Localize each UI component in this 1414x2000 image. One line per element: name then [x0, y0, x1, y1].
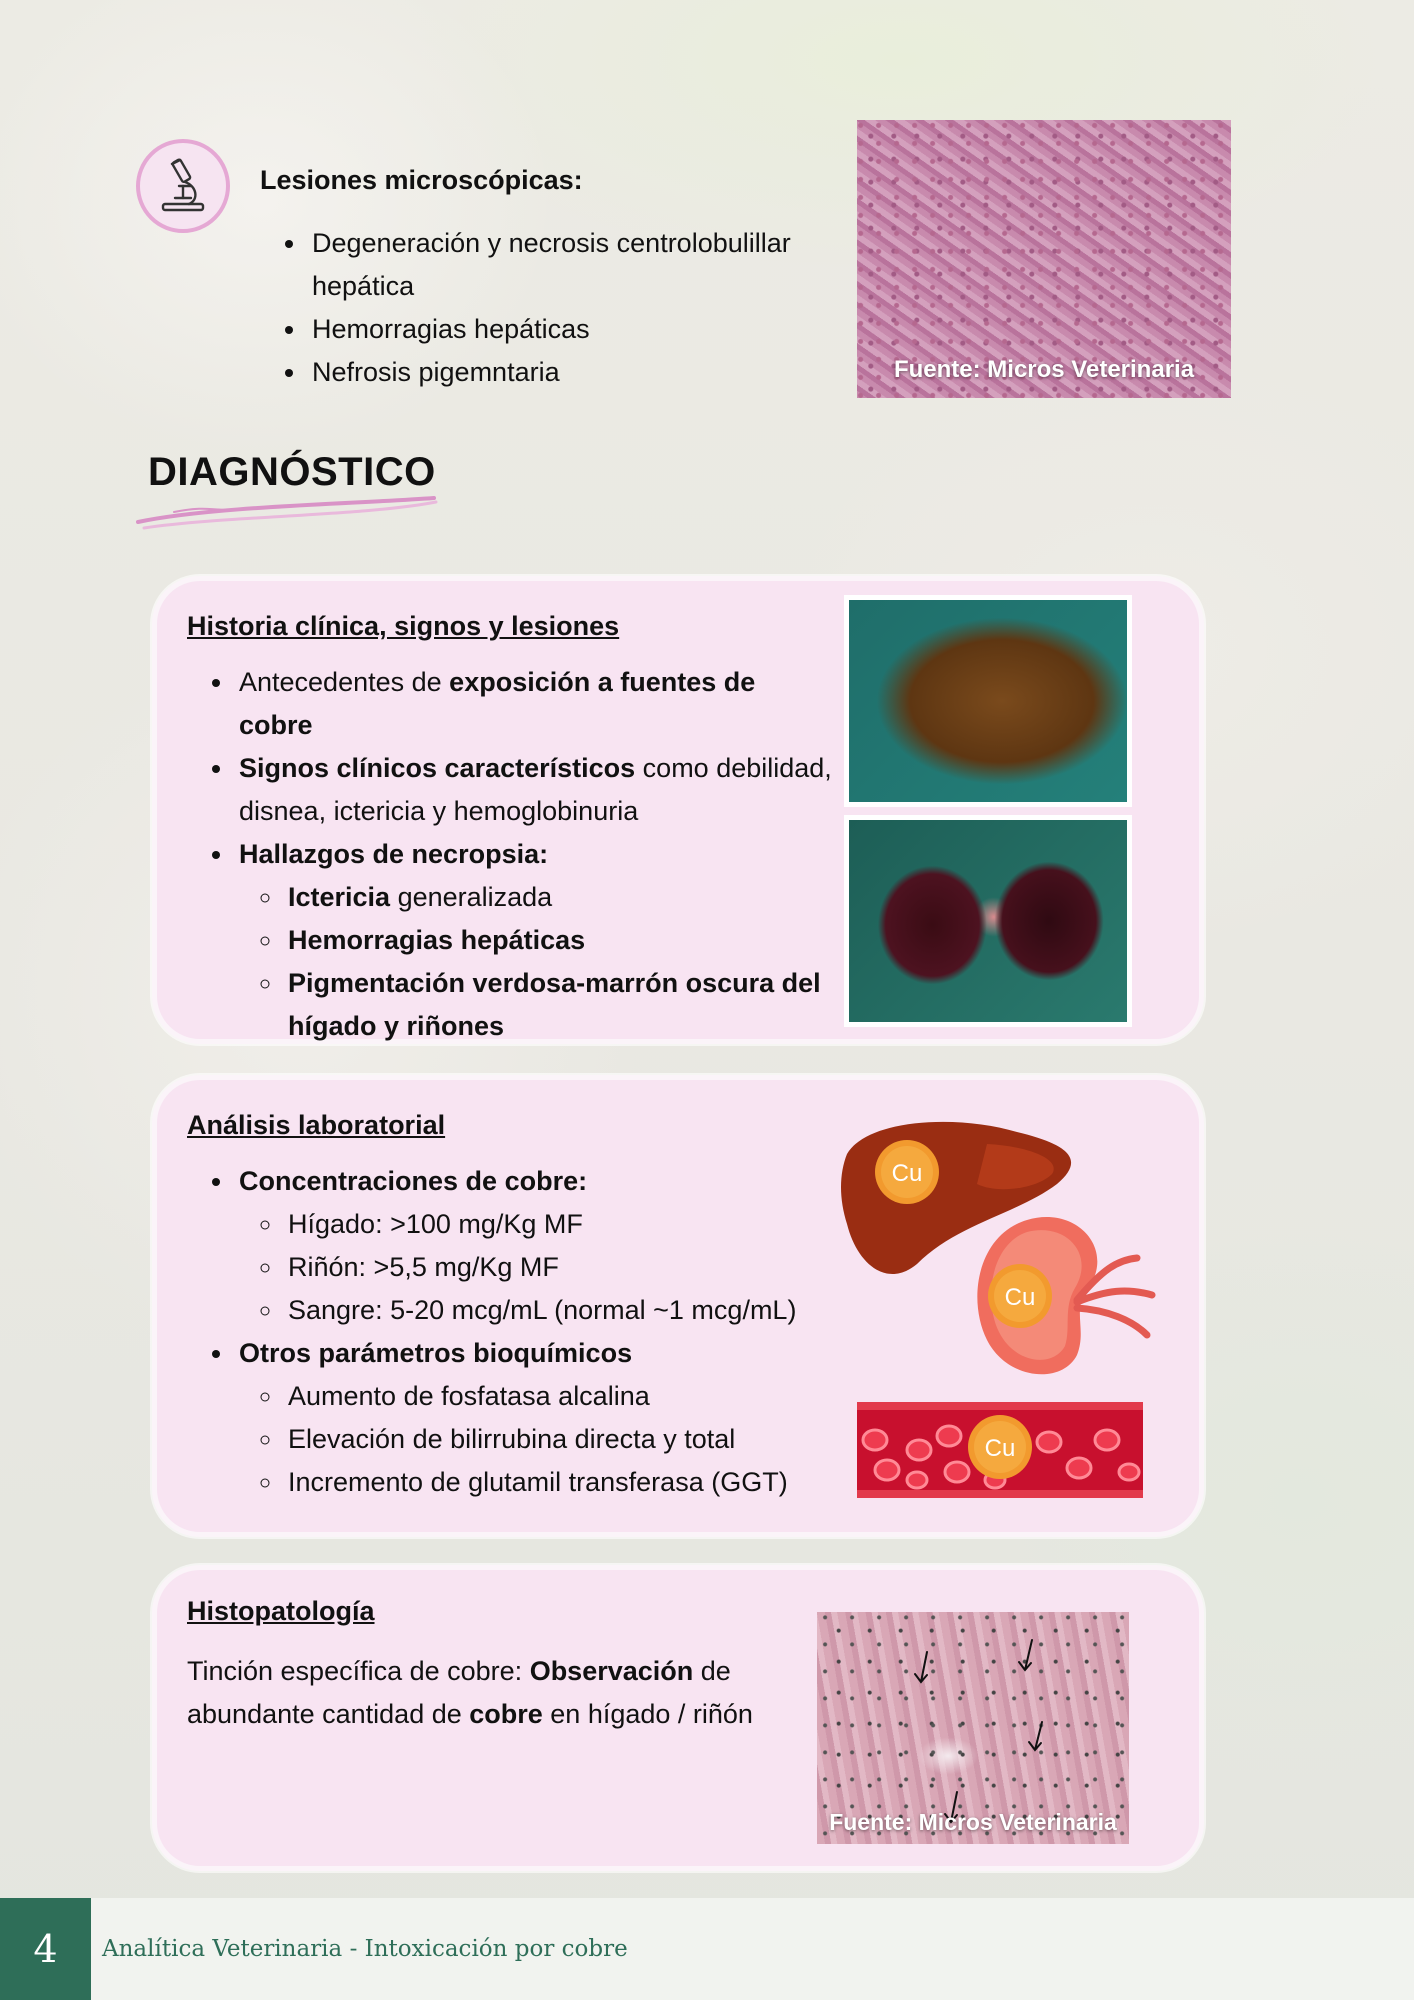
blood-copper-icon	[857, 1400, 1143, 1500]
text-part: Tinción específica de cobre:	[187, 1656, 530, 1686]
list-item	[235, 833, 835, 1048]
item-text: como debilidad, disnea, ictericia y hemoglobinuria	[239, 753, 832, 826]
biochem-sublist	[239, 1375, 855, 1504]
history-list	[187, 661, 835, 1048]
image-caption: Fuente: Micros Veterinaria	[893, 356, 1195, 383]
page-number: 4	[0, 1898, 91, 2000]
section-title: DIAGNÓSTICO	[148, 450, 436, 494]
list-item: • Degeneración y necrosis centrolobulillar hepática	[308, 222, 868, 308]
image-caption: Fuente: Micros Veterinaria	[829, 1809, 1117, 1835]
copper-concentration-sublist	[239, 1203, 855, 1332]
cu-label: Cu	[1004, 1284, 1036, 1311]
lesions-list	[268, 222, 868, 394]
item-bold-text: Pigmentación verdosa-marrón oscura del hígado y riñones	[288, 968, 821, 1041]
list-item: ◦ Elevación de bilirrubina directa y total	[284, 1418, 855, 1461]
list-item	[235, 1160, 855, 1332]
list-item	[284, 919, 835, 962]
lesions-title: Lesiones microscópicas:	[260, 165, 583, 195]
item-bold-text: Ictericia	[288, 882, 391, 912]
card-histopathology	[152, 1565, 1204, 1871]
list-item	[235, 747, 835, 833]
kidney-photo	[844, 815, 1132, 1027]
item-bold-text: exposición a fuentes de cobre	[239, 667, 756, 740]
item-text: generalizada	[390, 882, 553, 912]
text-bold-part: Observación	[529, 1656, 694, 1686]
card-clinical-history	[152, 576, 1204, 1044]
item-bold-text: Concentraciones de cobre:	[239, 1166, 588, 1196]
necropsy-sublist	[239, 876, 835, 1048]
list-item: ◦ Aumento de fosfatasa alcalina	[284, 1375, 855, 1418]
list-item: • Hemorragias hepáticas	[308, 308, 868, 351]
cu-label: Cu	[984, 1435, 1016, 1462]
histopathology-text	[187, 1650, 767, 1736]
card-lab-analysis	[152, 1075, 1204, 1537]
histology-image	[857, 120, 1231, 398]
text-part: de abundante cantidad de	[187, 1656, 731, 1729]
copper-stain-image	[817, 1612, 1129, 1844]
list-item: ◦ Riñón: >5,5 mg/Kg MF	[284, 1246, 855, 1289]
list-item: ◦ Incremento de glutamil transferasa (GGT)	[284, 1461, 855, 1504]
item-bold-text: Hemorragias hepáticas	[288, 925, 586, 955]
item-text: Antecedentes de	[239, 667, 450, 697]
item-bold-text: Signos clínicos característicos	[239, 753, 636, 783]
list-item: ◦ Hígado: >100 mg/Kg MF	[284, 1203, 855, 1246]
list-item	[235, 661, 835, 747]
cu-label: Cu	[891, 1160, 923, 1187]
lab-list	[187, 1160, 855, 1504]
list-item	[284, 876, 835, 919]
card-title: Histopatología	[187, 1596, 375, 1626]
item-bold-text: Hallazgos de necropsia:	[239, 839, 549, 869]
kidney-copper-icon	[967, 1210, 1157, 1385]
liver-photo	[844, 595, 1132, 807]
card-title: Historia clínica, signos y lesiones	[187, 611, 620, 641]
list-item	[284, 962, 835, 1048]
item-bold-text: Otros parámetros bioquímicos	[239, 1338, 633, 1368]
footer-title: Analítica Veterinaria - Intoxicación por cobre	[102, 1936, 628, 1962]
title-underline-decoration	[134, 492, 444, 532]
list-item: • Nefrosis pigemntaria	[308, 351, 868, 394]
text-bold-part: cobre	[469, 1699, 543, 1729]
list-item	[235, 1332, 855, 1504]
text-part: en hígado / riñón	[542, 1699, 753, 1729]
list-item: ◦ Sangre: 5-20 mcg/mL (normal ~1 mcg/mL)	[284, 1289, 855, 1332]
card-title: Análisis laboratorial	[187, 1110, 446, 1140]
microscope-icon	[136, 139, 230, 233]
